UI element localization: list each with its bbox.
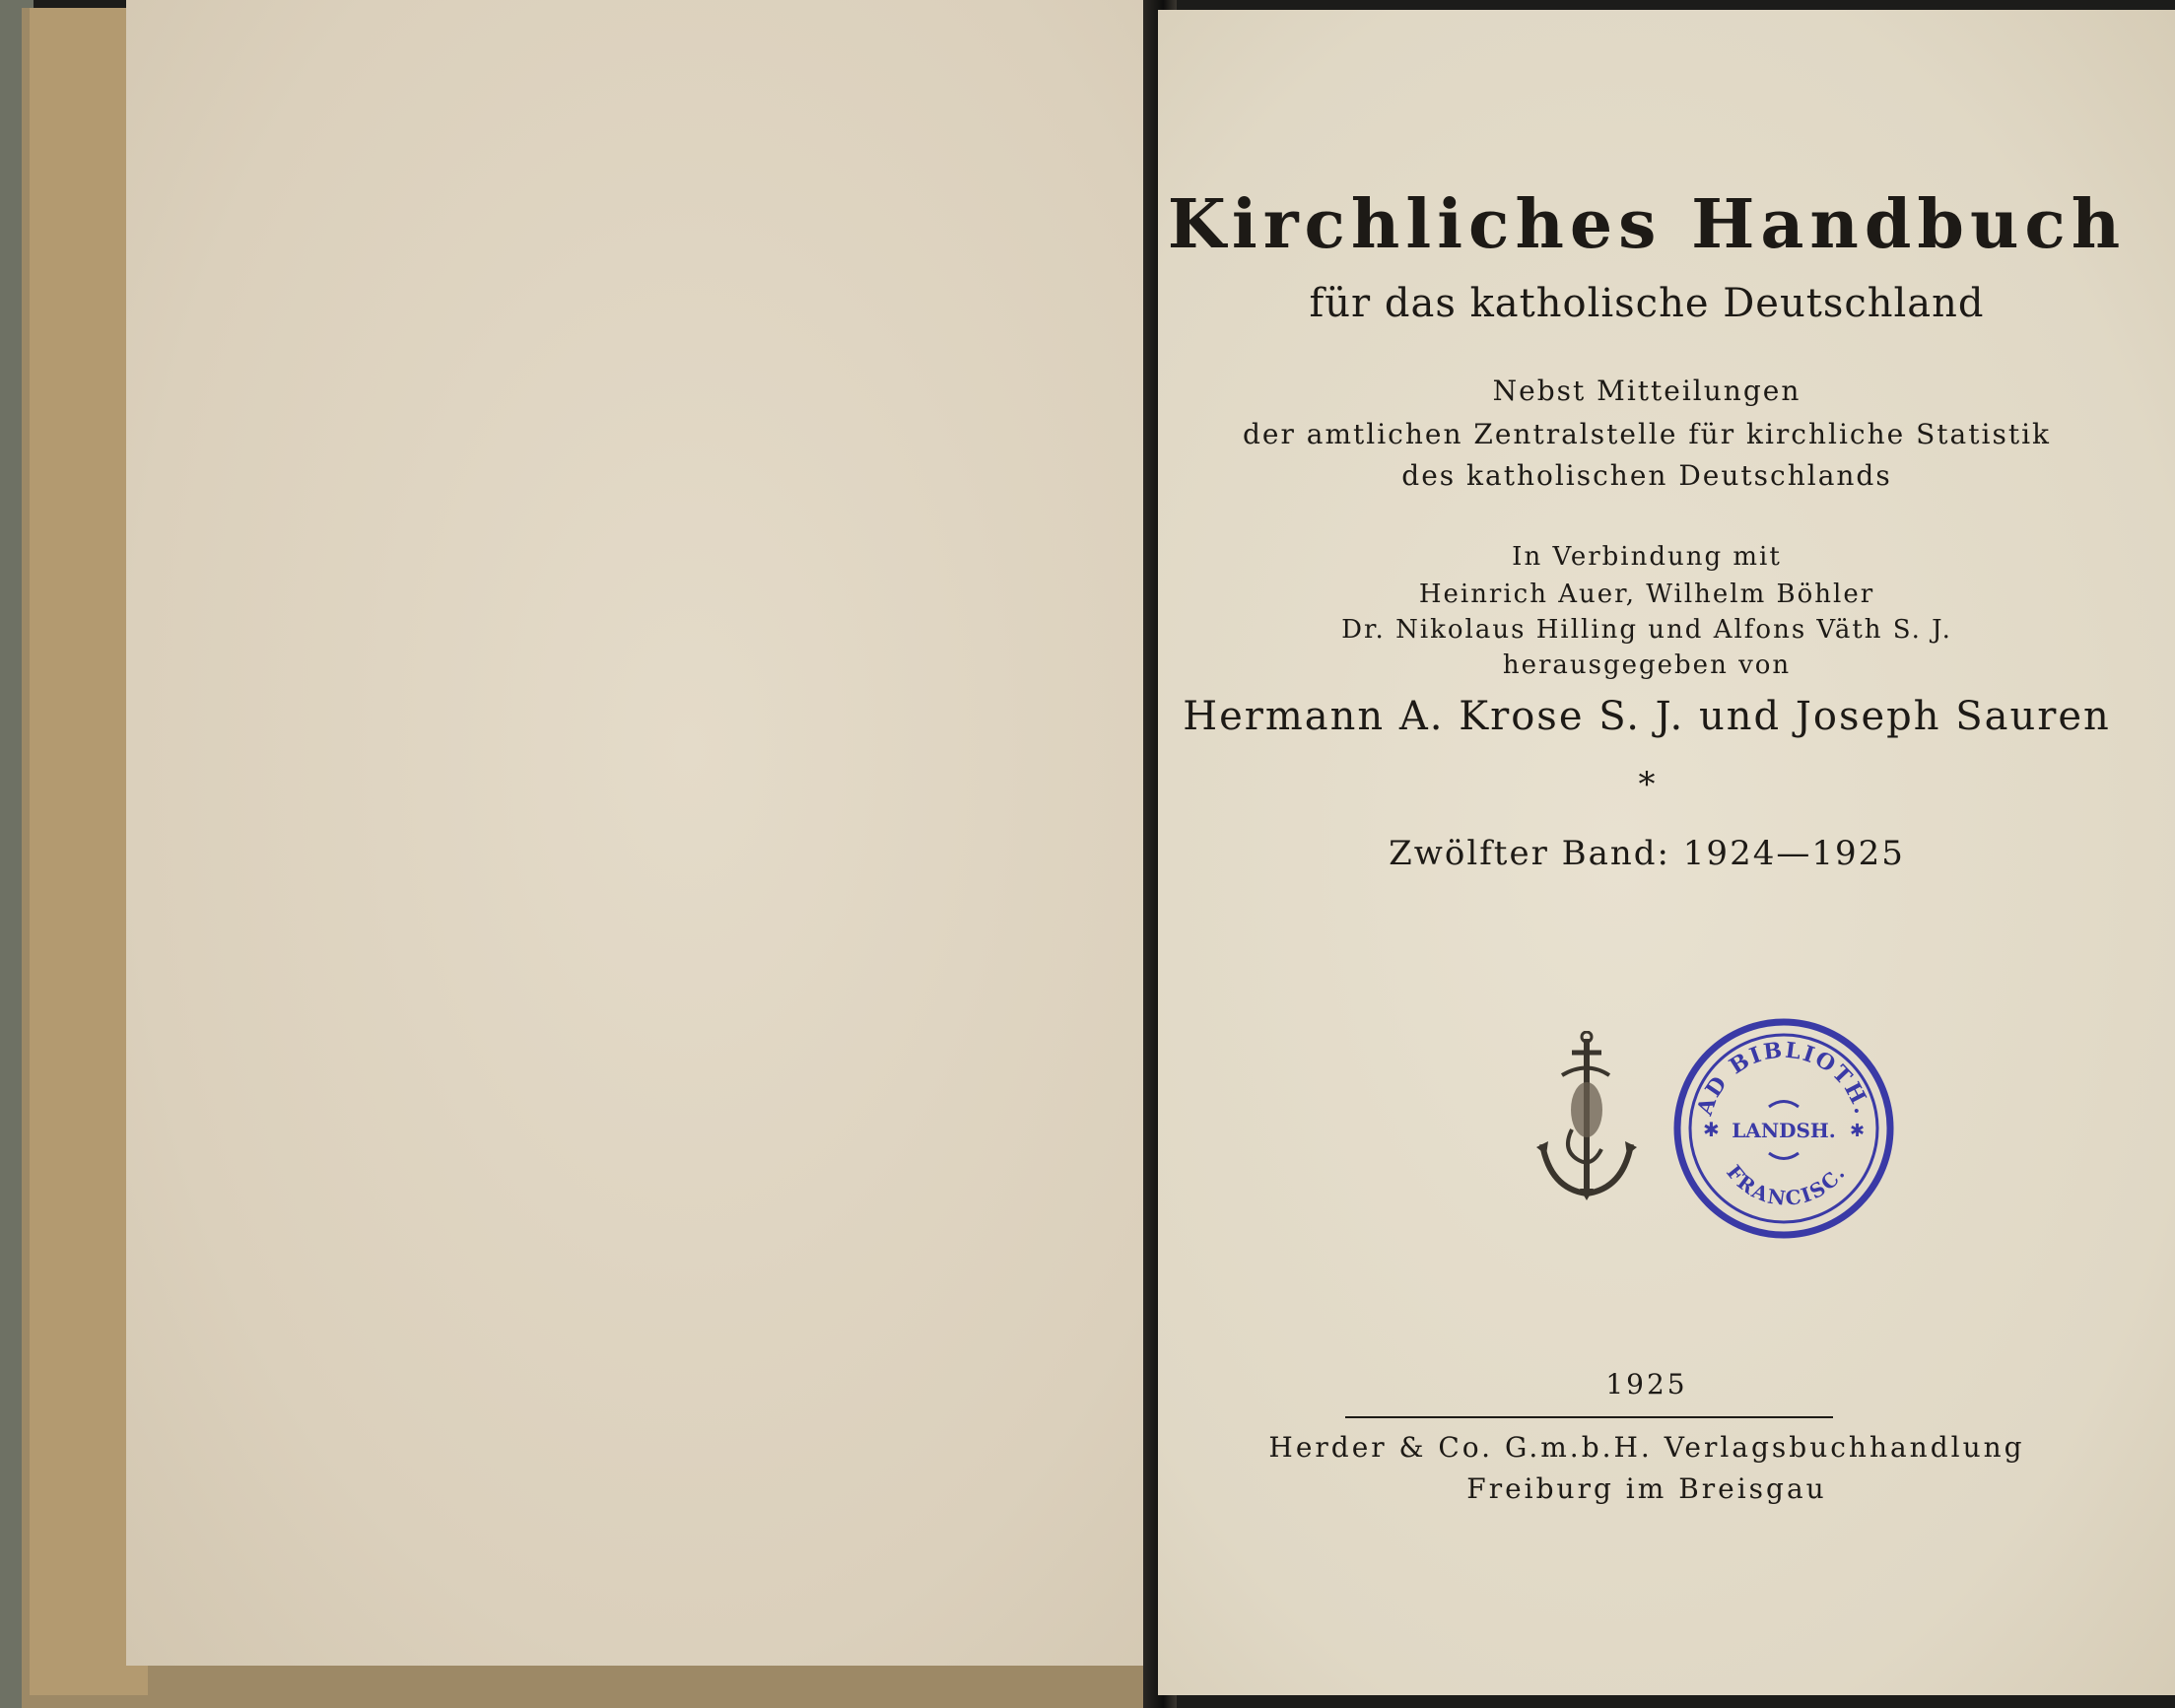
- place-line: Freiburg im Breisgau: [1466, 1472, 1827, 1505]
- stamp-bottom-text: FRANCISC.: [1722, 1160, 1851, 1211]
- imprint-rule: [1345, 1416, 1833, 1418]
- anchor-printer-mark-icon: [1532, 1031, 1641, 1203]
- zentralstelle-line: der amtlichen Zentralstelle für kirchliche Statistik: [1243, 418, 2051, 450]
- book-subtitle: für das katholische Deutschland: [1309, 281, 1985, 326]
- stamp-middle-text: LANDSH.: [1732, 1119, 1836, 1142]
- left-blank-page: [126, 0, 1149, 1666]
- nebst-line: Nebst Mitteilungen: [1492, 375, 1801, 407]
- ornament-star: *: [1638, 765, 1656, 804]
- title-page: [1158, 10, 2175, 1695]
- verbindung-line: In Verbindung mit: [1512, 542, 1782, 572]
- svg-text:AD BIBLIOTH.: [1692, 1037, 1875, 1119]
- publisher-line: Herder & Co. G.m.b.H. Verlagsbuchhandlung: [1268, 1431, 2025, 1464]
- contributors-line-1: Heinrich Auer, Wilhelm Böhler: [1418, 580, 1875, 609]
- stamp-lower-ornament-icon: [1769, 1153, 1799, 1159]
- des-katholischen-line: des katholischen Deutschlands: [1401, 459, 1892, 492]
- herausgegeben-line: herausgegeben von: [1502, 650, 1792, 680]
- stamp-upper-ornament-icon: [1769, 1102, 1799, 1108]
- book-title: Kirchliches Handbuch: [1167, 185, 2127, 264]
- contributors-line-2: Dr. Nikolaus Hilling und Alfons Väth S. J.: [1341, 615, 1952, 645]
- editors-line: Hermann A. Krose S. J. und Joseph Sauren: [1183, 694, 2111, 739]
- library-stamp: [1670, 1015, 1897, 1242]
- stamp-star-right-icon: ✱: [1850, 1121, 1866, 1141]
- stamp-star-left-icon: ✱: [1703, 1118, 1720, 1141]
- stamp-top-text: AD BIBLIOTH.: [1691, 1037, 1875, 1119]
- volume-line: Zwölfter Band: 1924—1925: [1389, 834, 1905, 873]
- svg-text:FRANCISC.: [1722, 1160, 1851, 1210]
- publication-year: 1925: [1605, 1368, 1688, 1401]
